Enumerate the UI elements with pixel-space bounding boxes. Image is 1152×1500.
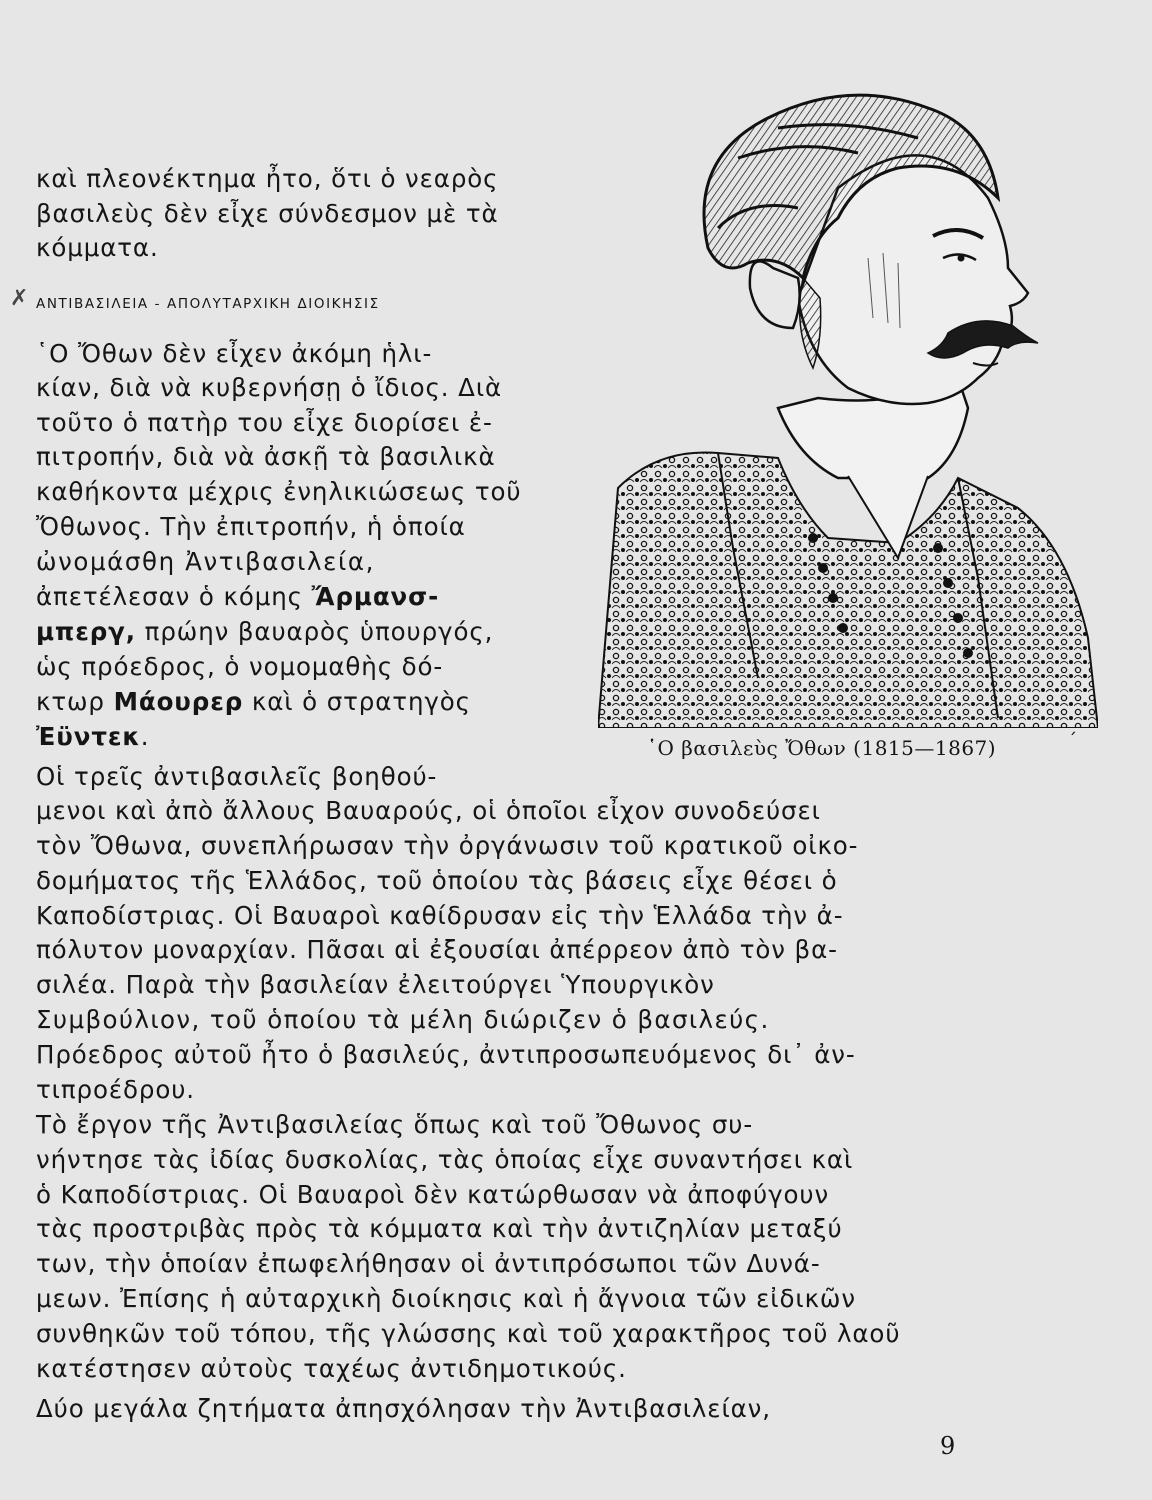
text-line: καὶ πλεονέκτημα ἦτο, ὅτι ὁ νεαρὸς: [36, 164, 499, 193]
text-line: πόλυτον μοναρχίαν. Πᾶσαι αἱ ἐξουσίαι ἀπέρρεον ἀπὸ τὸν βα-: [36, 935, 838, 964]
caption-mark: ´: [1068, 730, 1077, 751]
text-segment: κτωρ: [36, 687, 105, 716]
text-line: τιπροέδρου.: [36, 1075, 195, 1104]
text-line: νήντησε τὰς ἰδίας δυσκολίας, τὰς ὁποίας εἶχε συναντήσει καὶ: [36, 1145, 854, 1174]
pencil-mark-icon: ✗: [10, 286, 29, 311]
text-line: Καποδίστριας. Οἱ Βαυαροὶ καθίδρυσαν εἰς τὴν Ἑλλάδα τὴν ἀ-: [36, 901, 844, 930]
text-line: μενοι καὶ ἀπὸ ἄλλους Βαυαρούς, οἱ ὁποῖοι εἶχον συνοδεύσει: [36, 796, 821, 825]
text-line: σιλέα. Παρὰ τὴν βασιλείαν ἐλειτούργει Ὑπουργικὸν: [36, 970, 715, 999]
text-line: πιτροπήν, διὰ νὰ ἀσκῇ τὰ βασιλικὰ: [36, 442, 496, 471]
text-line: Τὸ ἔργον τῆς Ἀντιβασιλείας ὅπως καὶ τοῦ Ὄθωνος συ-: [36, 1110, 754, 1139]
text-line: τὰς προστριβὰς πρὸς τὰ κόμματα καὶ τὴν ἀντιζηλίαν μεταξύ: [36, 1214, 843, 1243]
text-line: δομήματος τῆς Ἑλλάδος, τοῦ ὁποίου τὰς βάσεις εἶχε θέσει ὁ: [36, 866, 838, 895]
name-armansperg-end: μπεργ,: [36, 617, 136, 646]
text-line: καθήκοντα μέχρις ἐνηλικιώσεως τοῦ: [36, 477, 522, 506]
name-heideck: Ἐϋντεκ: [36, 722, 141, 751]
text-line: κατέστησεν αὐτοὺς ταχέως ἀντιδημοτικούς.: [36, 1354, 627, 1383]
page-number: 9: [940, 1432, 956, 1460]
text-line: Ὄθωνος. Τὴν ἐπιτροπήν, ἡ ὁποία: [36, 512, 466, 541]
text-line: [36, 722, 149, 752]
text-line: βασιλεὺς δὲν εἶχε σύνδεσμον μὲ τὰ: [36, 199, 499, 228]
name-maurer: Μάουρερ: [113, 687, 244, 716]
text-line: ὁ Καποδίστριας. Οἱ Βαυαροὶ δὲν κατώρθωσαν νὰ ἀποφύγουν: [36, 1180, 830, 1209]
text-line: Πρόεδρος αὐτοῦ ἦτο ὁ βασιλεύς, ἀντιπροσωπευόμενος δι᾽ ἀν-: [36, 1040, 856, 1069]
text-line: Δύο μεγάλα ζητήματα ἀπησχόλησαν τὴν Ἀντιβασιλείαν,: [36, 1394, 771, 1423]
text-line: [36, 582, 439, 612]
text-segment: .: [140, 722, 150, 751]
text-line: ὡς πρόεδρος, ὁ νομομαθὴς δό-: [36, 652, 444, 681]
text-segment: πρώην βαυαρὸς ὑπουργός,: [135, 617, 494, 646]
text-line: κίαν, διὰ νὰ κυβερνήσῃ ὁ ἴδιος. Διὰ: [36, 373, 503, 402]
text-line: Οἱ τρεῖς ἀντιβασιλεῖς βοηθού-: [36, 762, 438, 791]
text-line: [36, 687, 471, 717]
king-otto-portrait: [598, 78, 1098, 728]
text-line: ῾Ο Ὄθων δὲν εἶχεν ἀκόμη ἡλι-: [36, 339, 433, 368]
text-line: Συμβούλιον, τοῦ ὁποίου τὰ μέλη διώριζεν ὁ βασιλεύς.: [36, 1005, 770, 1034]
text-line: τὸν Ὄθωνα, συνεπλήρωσαν τὴν ὀργάνωσιν τοῦ κρατικοῦ οἰκο-: [36, 831, 859, 860]
text-segment: καὶ ὁ στρατηγὸς: [251, 687, 471, 716]
text-line: κόμματα.: [36, 233, 159, 262]
text-line: [36, 617, 493, 647]
text-segment: ἀπετέλεσαν ὁ κόμης: [36, 582, 303, 611]
text-line: τοῦτο ὁ πατὴρ του εἶχε διορίσει ἐ-: [36, 408, 493, 437]
text-line: συνθηκῶν τοῦ τόπου, τῆς γλώσσης καὶ τοῦ χαρακτῆρος τοῦ λαοῦ: [36, 1319, 901, 1348]
text-line: των, τὴν ὁποίαν ἐπωφελήθησαν οἱ ἀντιπρόσωποι τῶν Δυνά-: [36, 1249, 821, 1278]
text-line: μεων. Ἐπίσης ἡ αὐταρχικὴ διοίκησις καὶ ἡ ἄγνοια τῶν εἰδικῶν: [36, 1284, 856, 1313]
section-heading: ΑΝΤΙΒΑΣΙΛΕΙΑ - ΑΠΟΛΥΤΑΡΧΙΚΗ ΔΙΟΙΚΗΣΙΣ: [36, 296, 380, 312]
name-armansperg: Ἄρμανσ-: [311, 582, 440, 611]
text-line: ὠνομάσθη Ἀντιβασιλεία,: [36, 547, 376, 576]
portrait-caption: ῾Ο βασιλεὺς Ὄθων (1815—1867): [647, 736, 997, 760]
